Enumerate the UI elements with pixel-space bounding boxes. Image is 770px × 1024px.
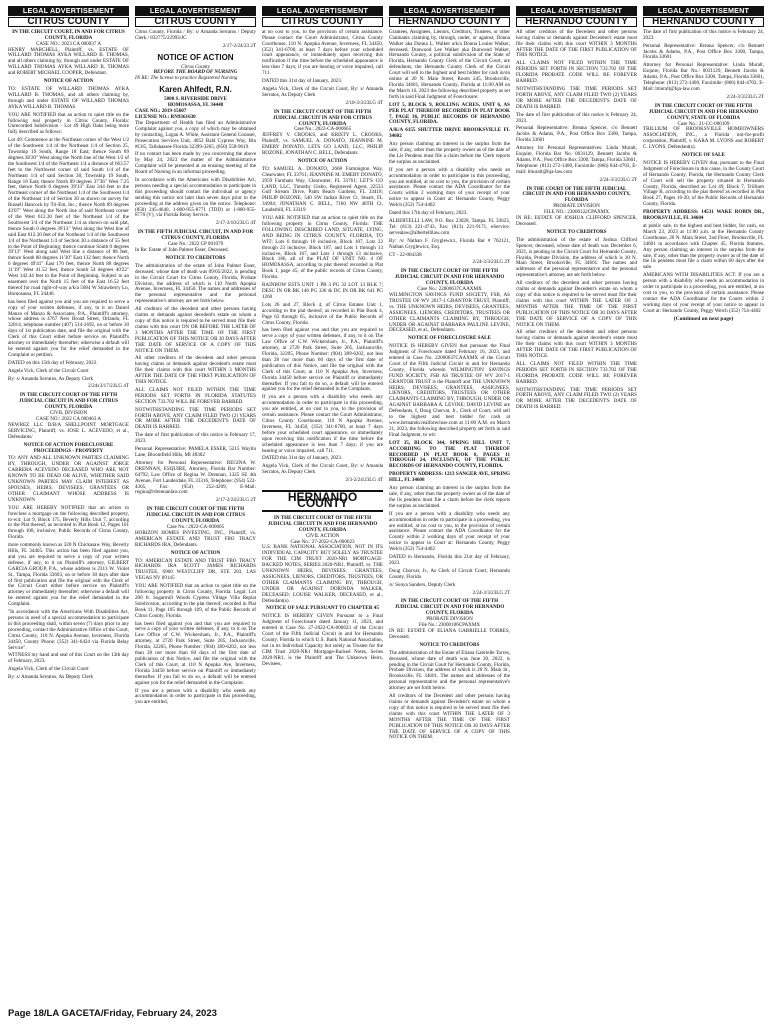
attorney-signature: By: /s/ Nathan F. Gryglewicz, Florida Bar # 762121, Nathan Gryglewicz, Esq.: [389, 237, 510, 250]
case-ref: CT - 22-004338: [389, 251, 422, 258]
notice-title: NOTICE TO CREDITORS: [419, 641, 480, 648]
deputy-signature: By: s/ Amanda Serratos, As Deputy Clerk: [8, 375, 94, 382]
case-number: Case No.: 2022 CP 001079: [167, 241, 224, 248]
licensee-name: Karen Ahlfedt, R.N.: [159, 85, 232, 95]
personal-representative: Personal Representative: PAMELA ESSER, 5215 Waylin Lane, Bloomfield Hills, MI 48302: [135, 446, 256, 458]
notice-body: The administration of the estate of John Palmer Esser, deceased, whose date of death was 09/05/2022, is pending in the Circuit Court for Citrus County, Florida, Probate Division, the address of which is 110 North Apopka Avenue, Inverness, FL 34450. The names and addresses of the personal representative and the personal representative's attorney are set forth below.: [135, 262, 256, 305]
dated-line: DATED on this 15th day of February, 2023.: [8, 359, 98, 366]
notice-title: NOTICE OF ACTION FORECLOSURE PROCEEDINGS - PROPERTY: [23, 441, 114, 454]
notice-body: ALL CLAIMS NOT FILED WITHIN THE TIME PERIODS SET FORTH IN SECTION 733.702 OF THE FLORIDA PROBATE CODE WILL BE FOREVER BARRED.: [516, 360, 637, 385]
parties: U.S. BANK NATIONAL ASSOCIATION, NOT IN ITS INDIVIDUAL CAPACITY BUT SOLELY AS TRUSTEE FOR THE CIM TRUST 2020-NR1 MORTGAGE-BACKED NOTES, SERIES 2020-NR1, Plaintiff, vs. THE UNKNOWN HEIRS, DEVISEES, GRANTEES, ASSIGNEES, LIENORS, CREDITORS, TRUSTEES, OR OTHER CLAIMANTS CLAIMING BY, THROUGH, UNDER OR AGAINST DORINDA WALKER, DECEASED; LOUISE WALKER, DECEASED, et al., Defendant(s).: [262, 544, 383, 604]
notice-body: Any person claiming an interest in the surplus from the sale, if any, other than the property owner as of the date of the lis pendens must file a claim before the clerk reports the surplus as unclaimed.: [389, 485, 510, 509]
section-header-bar: LEGAL ADVERTISEMENT: [262, 6, 383, 16]
court-caption: IN THE CIRCUIT COURT OF THE FIFTH JUDICIAL CIRCUIT IN AND FOR HERNANDO COUNTY, STATE OF FLORIDA: [648, 102, 759, 121]
court-caption: IN THE CIRCUIT COURT OF THE FIFTH JUDICIAL CIRCUIT IN AND FOR CITRUS COUNTY, FLORIDA: [145, 506, 246, 525]
estate-name: IN RE: ESTATE OF ELIANA GABRIELLE TORRES, Deceased.: [389, 628, 510, 640]
case-number: Case No.: 2022-CA-000665: [293, 126, 352, 133]
county-heading: CITRUS COUNTY: [262, 17, 383, 27]
column-2: [135, 6, 256, 1008]
court-caption: IN THE CIRCUIT COURT OF THE FIFTH JUDICIAL CIRCUIT IN AND FOR HERNANDO COUNTY, FLORIDA: [394, 598, 505, 617]
notice-body: If no contact has been made by you concerning the above by May 24, 2023 the matter of the Administrative Complaint will be presented at an ensuing meeting of the Board of Nursing in an informal proceeding.: [135, 151, 256, 176]
notice-title: NOTICE OF SALE: [682, 152, 725, 159]
notice-body: NOTWITHSTANDING THE TIME PERIODS SET FORTH ABOVE, ANY CLAIM FILED TWO (2) YEARS OR MORE AFTER THE DECEDENT'S DATE OF DEATH IS BARRED.: [135, 406, 256, 431]
dated-line: Dated this 17th day of February, 2023.: [389, 210, 468, 217]
notice-body: more commonly known as 320 N Chickasaw Way, Beverly Hills, FL 34465. This action has been filed against you, and you are required to serve a copy of your written defense, if any, to it on Plaintiff's attorney, GILBERT GARCIA GROUP, P.A., whose address is 2313 W. Violet St., Tampa, Florida 33603, on or before 30 days after date of first publication and file the original with the Clerk of the Circuit Court either before service on Plaintiff's attorney or immediately thereafter; otherwise a default will be entered against you for the relief demanded in the Complaint.: [8, 542, 129, 608]
publication-ref: 2/24x3/17/23LG 4T: [88, 383, 129, 390]
division: CIVIL ACTION: [305, 532, 340, 539]
case-number: Case No.: 22000637CAAXMX: [417, 286, 482, 293]
notice-body: NOTWITHSTANDING THE TIME PERIODS SET FORTH ABOVE, ANY CLAIM FILED TWO (2) YEARS OR MORE AFTER THE DECEDENT'S DATE OF DEATH IS BARRED.: [516, 386, 637, 411]
notice-body: Any person claiming an interest in the surplus from the sale, if any, other than the property owner as of the date of the Lis Pendens must file a claim before the Clerk reports the surplus as unclaimed.: [389, 141, 510, 165]
notice-body: TO: AMERICAN ESTATE AND TRUST FBO TRACY RICHARDS IRA SCOTT JAMES RICHARDS TRUSTEE, 6900 WESTCLIFF DR, STE 203, LAS VEGAS NV 89145: [135, 557, 256, 582]
notice-body: ALL CLAIMS NOT FILED WITHIN THE TIME PERIODS SET FORTH IN SECTION 733.702 OF THE FLORIDA PROBATE CODE WILL BE FOREVER BARRED.: [516, 60, 637, 85]
notice-tail: Citrus County, Florida / By: s/ Amanda Serratos / Deputy Clerk / 832775/22993/JC: [135, 28, 256, 41]
notice-body: at public sale, to the highest and best bidder, for cash, on March 23, 2023 at 11:00 a.m. at the Hernando County Courthouse, 20 N. Main Street, 2nd Floor, Brooksville, FL 34601 in accordance with Chapter 45, Florida Statutes. Any person claiming an interest in the surplus from the sale, if any, other than the property owner as of the date of the lis pendens must file a claim within 60 days after the sale.: [643, 223, 764, 271]
personal-representative: Personal Representative: Breana Spencer, c/o Bennett Jacobs & Adams, P.A., Post Office Box 3300, Tampa, Florida 33601: [643, 42, 764, 61]
column-5: [516, 6, 637, 1008]
case-number: CASE NO.: 2022 CA 000463 A: [35, 416, 102, 422]
notice-body: The administration of the estate of Joshua Clifford Spencer, deceased, whose date of death was December 6, 2021, is pending in the Circuit Court for Hernando County, Florida, Probate Division, the address of which is 20 N. Main Street, Brooksville, FL 34601. The names and addresses of the personal representative and the personal representative's attorney are set forth below.: [516, 236, 637, 279]
notice-tail: Grantees, Assignees, Lienors, Creditors, Trustees, or other Claimants claiming by, through, under, or against, Donna Walker aka Donna L. Walker a/k/a Donna Louise Walker, deceased, Dunwood Lee Walker aka Dunwood Walker, Hernando County, a political subdivision of the State of Florida, Hernando County Clerk of the Circuit Court, are defendants, the Hernando County Clerk of the Circuit Court will sell to the highest and best bidder for cash in/on online at 20 N. Main Street, Room 245, Brooksville, Florida 34601, Hernando County, Florida at 11:00 AM on the March 16, 2023 the following described property as set forth in said Final Judgment of Foreclosure:: [389, 28, 510, 100]
publication-ref: 2/17-2/24/23LG 2T: [215, 497, 256, 504]
ada-notice: "In accordance with the Americans With Disabilities Act, persons in need of a special accommodation to participate in this proceeding shall, within seven (7) days prior to any proceeding, contact the Administrative Office of the Court, Citrus County, 110 N. Apopka Avenue, Inverness, Florida 34450, County Phone: (352) 341-6424 via Florida Relay Service".: [8, 609, 129, 651]
deputy-signature: By: s/ Amanda Serratos, As Deputy Clerk: [8, 674, 94, 681]
notice-body: The administration of the Estate of Eliana Gabrielle Torres, deceased, whose date of death was June 20, 2022, is pending in the Circuit Court for Hernando County, Florida, Probate Division, the address of which is 20 N. Main St., Brooksville, FL 34601. The names and addresses of the personal representative and the personal representative's attorney are set forth below.: [389, 649, 510, 692]
parties: HORIZON HOMES INVESTING, INC., Plaintiff, vs. AMERICAN ESTATE AND TRUST FBO TRACY RICHARDS IRA, Defendants.: [135, 529, 256, 548]
attorney-info: Attorney for Personal Representative: Linda Muralt, Esquire, Florida Bar No.: 0031129, Bennett Jacobs & Adams, P.A., Post Office Box 3300, Tampa, Florida 33601, Telephone: (813) 272-1400, Facsimile: (866) 844-4703, E-Mail: lmuralt@bja-law.com: [643, 62, 764, 92]
notice-title: NOTICE TO CREDITORS: [165, 254, 226, 261]
legal-description: Lots 26 and 27, Block 4, of Citrus Estates Unit 1, according to the plat thereof, as recorded in Plat Book 4, Page 63 through 65, inclusive of the Public Records of Citrus County, Florida.: [262, 301, 383, 326]
clerk-signature: Angela Vick, Clerk of the Circuit Court, By: s/ Amanda Serratos, As Deputy Clerk: [262, 85, 383, 98]
attorney-info: Attorney for Personal Representative: REGINA W. DRENNAN, ESQUIRE, Attorney, Florida Bar Number: 64792, Law Office of Regina W. Drennan, 1325 SE 4th Avenue, Fort Lauderdale, FL 33316, Telephone: (954) 522-4305, Fax: (954) 252-4209, E-Mail: regina@rdrennanlaw.com: [135, 459, 256, 496]
notice-title: NOTICE OF ACTION: [170, 549, 221, 556]
notice-body: The date of first publication of this notice is February 24, 2023.: [643, 28, 764, 41]
dated-line: DATED in Hernando, Florida this 21st day of February, 2023.: [389, 554, 510, 566]
notice-title: NOTICE OF ACTION: [43, 78, 94, 85]
file-number: FILE NO.: 23000122CPAXMX: [543, 209, 610, 216]
ada-notice: If you are a person with a disability who needs any accommodation in order to participate in this proceeding, you are entitled, at no cost to you, to the provision of certain assistance. Please contact the Court Administrator, Citrus County Courthouse, 110 N Apopka Avenue, Inverness, FL 34450, (352) 341-6700, at least 7 days before your scheduled court appearance, or immediately upon receiving this notification if the time before the scheduled appearance is less than 7 days; if you are hearing or voice impaired, call 711.: [262, 394, 383, 454]
license-number: LICENSE NO.: RN9361630: [135, 113, 196, 120]
estate-name: In Re: Estate of John Palmer Esser, Deceased.: [135, 247, 229, 253]
notice-body: All creditors of the decedent and other persons having claims or demands against decedent's estate on whom a copy of this notice is required to be served must file their claims with this court ON OR BEFORE THE LATER OF 3 MONTHS AFTER THE TIME OF THE FIRST PUBLICATION OF THIS NOTICE OR 30 DAYS AFTER THE DATE OF SERVICE OF A COPY OF THIS NOTICE ON THEM.: [135, 306, 256, 354]
division: PROBATE DIVISION: [426, 616, 473, 623]
legal-description: LOT 5, BLOCK 9, ROLLING ACRES, UNIT 6, AS PER PLAT THEREOF RECORDED IN PLAT BOOK 7, PAGE 36, PUBLIC RECORDS OF HERNANDO COUNTY, FLORIDA.: [389, 101, 510, 126]
court-caption: IN THE CIRCUIT COURT OF THE FIFTH JUDICIAL CIRCUIT IN AND FOR HERNANDO COUNTY, FLORIDA: [267, 514, 378, 533]
notice-body: All other creditors of the decedent and other persons having claims or demands against decedent's estate must file their claims with this court WITHIN 3 MONTHS AFTER THE DATE OF THE FIRST PUBLICATION OF THIS NOTICE.: [135, 355, 256, 386]
publication-ref: 2/10-3/3/23LG 4T: [345, 99, 383, 106]
notice-body: NOTICE IS HEREBY GIVEN Pursuant to a Final Judgment of Foreclosure dated January 11, 2023, and entered in Case No. 27-2022-CA-000623 of the Circuit Court of the Fifth Judicial Circuit in and for Hernando County, Florida in which U.S. Bank National Association, not in its Individual Capacity but solely as Trustee for the CIM Trust 2020-NR1 Mortgage-Backed Notes, Series 2020-NR1, is the Plaintiff and The Unknown Heirs, Devisees,: [262, 613, 383, 667]
notice-title: NOTICE OF ACTION: [297, 157, 348, 164]
clerk-signature: Doug Chorvat, Jr., As Clerk of Circuit Court, Hernando County, Florida: [389, 567, 510, 580]
parties: JEFFREY V. CROOKS, and KRISTY L. CROOKS, Plaintiff, vs. SAMUEL A. DONATO, JEANNINE M. EMERY DONATO, LETS GO LAND, LLC, PHILIP BOZONE, JONATHAN C. BELL, Defendants.: [262, 132, 383, 157]
notice-title: NOTICE OF SALE PURSUANT TO CHAPTER 45: [266, 605, 379, 612]
witness-line: WITNESS my hand and seal of this Court on the 13th day of February, 2023.: [8, 652, 129, 665]
clerk-signature: Angela Vick, Clerk of the Circuit Court: [8, 367, 89, 374]
notice-body: has been filed against you and that you are required to serve a copy of your written defenses, if any, to it on The Law Office of C.W. Wickersham, Jr., P.A., Plaintiff's attorney, at 2720 Park Street, Suite 205, Jacksonville, Florida, 32205, Phone Number: (904) 389-6202, not less than 28 nor more than 60 days of the first date of publication of this Notice, and file the original with the Clerk of this Court, at 110 N Apopka Ave, Inverness, Florida 34450 before service on Plaintiff or immediately thereafter. If you fail to do so, a default will be entered against you for the relief demanded in the Complaint.: [262, 327, 383, 393]
case-number: Case No.: 27-2022-CA-000623: [290, 538, 355, 545]
case-number: CASE NO.: 2019-15607: [135, 108, 187, 115]
dated-line: DATED this 31st day of January, 2023.: [262, 455, 343, 462]
notice-body: has been filed against you and that you are required to serve a copy of your written defenses, if any, to it on The Law Office of C.W. Wickersham, Jr., P.A., Plaintiff's attorney, at 2720 Park Street, Suite 205, Jacksonville, Florida, 32205, Phone Number: (904) 389-6202, not less than 28 nor more than 60 days of the first date of publication of this Notice, and file the original with the Clerk of this Court, at 110 N Apopka Ave, Inverness, Florida 34450 before service on Plaintiff or immediately thereafter. If you fail to do so, a default will be entered against you for the relief demanded in the Complaint.: [135, 620, 256, 686]
notice-body: All creditors of the decedent and other persons having claims or demands against Decedent's estate on whom a copy of this notice is required to be served must file their claims with this court WITHIN THE LATER OF 3 MONTHS AFTER THE TIME OF THE FIRST PUBLICATION OF THIS NOTICE OR 30 DAYS AFTER THE DATE OF SERVICE OF A COPY OF THIS NOTICE ON THEM.: [516, 280, 637, 328]
dated-line: DATED this 31st day of January, 2023.: [262, 78, 343, 85]
notice-body: The date of first publication of this notice is February 17, 2023.: [135, 432, 256, 445]
property-address: PROPERTY ADDRESS: 14531 WAKE ROBIN DR., BROOKSVILLE, FL 34604: [643, 209, 764, 222]
publication-ref: 2/24-3/3/23LG 2T: [726, 93, 764, 100]
notice-body: NOTICE IS HEREBY GIVEN that pursuant the Final Judgment of Foreclosure dated February 16, 2023, and entered in Case No. 22000637CAAXMX of the Circuit Court of the Fifth Judicial Circuit in and for Hernando County, Florida wherein WILMINGTON SAVINGS FUND SOCIETY, FSB AS TRUSTEE OF WV 2017-1 GRANTOR TRUST is the Plaintiff and THE UNKNOWN HEIRS, DEVISEES, GRANTEES, ASSIGNEES, LIENORS, CREDITORS, TRUSTEES OR OTHER CLAIMANTS CLAIMING BY, THROUGH, UNDER OR AGAINST BARBARA A. LEVINE; DAVID LEVINE are Defendants, I, Doug Chorvat, Jr., Clerk of Court, will sell to the highest and best bidder for cash at www.hernando.realforeclose.com at 11:00 A.M. on March 21, 2023, the following described property set forth in said Final Judgment, to wit:: [389, 343, 510, 438]
licensee-address: 5080 S. RIVERSIDE DRIVE: [164, 96, 227, 103]
division: CIVIL DIVISION: [49, 410, 88, 417]
notice-body: YOU ARE NOTIFIED that an action to quiet title on the following property in Citrus County, Florida: THE FOLLOWING DESCRIBED LAND, SITUATE, LYING, AND BEING IN CITRUS COUNTY, FLORIDA, TO WIT: Lots 6 through 10 inclusive, Block 187, Lots 22 through 23 inclusive, Block 187, and Lots 1 through 13 inclusive, Block 167, and Lots 1 through 13 inclusive, Block 186, all of the PLAT OF UNIT NO. 4 OF HOMOSASSA, according to plat thereof recorded in Plat Book 1, page 45, of the public records of Citrus County, Florida.: [262, 215, 383, 281]
division: PROBATE DIVISION: [553, 203, 600, 210]
publication-ref: 2/3-2/24/23LG 4T: [345, 477, 383, 484]
notice-body: TO: SAMUEL A. DONATO, 2668 Farmington Way, Clearwater, FL 33761; JEANNINE M. EMERY DONATO, 2959 Farnham Way, Clearwater, FL 33761; LET'S GO LAND, LLC, Timothy Gisbo, Registered Agent, 22533 Gulf Stream Drive, Palm Beach Gardens, FL 33418; PHILIP BOZONE, 540 SW Indian River Ct, Stuart, FL 34994; JONATHAN C. BELL, 7160 NW 46TH Ct, Lauderhill, FL 33319: [262, 165, 383, 214]
court-caption: IN THE CIRCUIT COURT, IN AND FOR CITRUS COUNTY, FLORIDA: [12, 28, 125, 41]
section-header-bar: LEGAL ADVERTISEMENT: [643, 6, 764, 16]
file-number: File No.: 23000106CPAXMX: [418, 622, 481, 629]
ada-notice: In accordance with the Americans with Disabilities Act, persons needing a special accommodation to participate in this proceeding should contact the individual or agency sending this notice not later than seven days prior to the proceeding at the address given on the notice. Telephone: (850) 245-4640, 1-800-955-8771 (TDD) or 1-800-955-8770 (V), via Florida Relay Service.: [135, 177, 256, 219]
notice-body: TO: ANY AND ALL UNKNOWN PARTIES CLAIMING BY, THROUGH, UNDER OR AGAINST JORGE CABRERA ACEVEDO DECEASED WHO ARE NOT KNOWN TO BE DEAD OR ALIVE, WHETHER SAID UNKNOWN PARTIES MAY CLAIM INTEREST AS SPOUSES, HEIRS, DEVISEES, GRANTEES OR OTHER CLAIMANT WHOSE ADDRESS IS UNKNOWN: [8, 455, 129, 503]
publication-ref: 2/24-3/3/23LG 2T: [599, 176, 637, 183]
columns: [8, 6, 762, 1008]
notice-title: NOTICE OF FORECLOSURE SALE: [408, 335, 491, 342]
county-heading: HERNANDO COUNTY: [643, 17, 764, 27]
notice-tail: at no cost to you, to the provision of certain assistance. Please contact the Court Administrator, Citrus County Courthouse, 110 N. Apopka Avenue, Inverness, FL 34450, (352) 341-6700, at least 7 days before your scheduled court appearance, or immediately upon receiving this notification if the time before the scheduled appearance is less than 7 days; if you are hearing or voice impaired, call 711.: [262, 28, 383, 77]
county-heading: CITRUS COUNTY: [8, 17, 129, 27]
case-number: CASE NO.: 2023 CA 000037 A: [35, 40, 102, 47]
notice-body: YOU ARE NOTIFIED that an action to quiet title on the following real property in Citrus County, Florida: Unrecorded Subdivision - Lot 49 High Oaks being more fully described as follows:: [8, 111, 129, 136]
court-caption: IN THE CIRCUIT COURT OF THE FIFTH JUDICIAL CIRCUIT IN AND FOR CITRUS COUNTY, FLORIDA: [18, 392, 119, 411]
publication-ref: 2/17-2/24/23 2T: [222, 42, 256, 49]
estate-name: IN RE: ESTATE OF JOSHUA CLIFFORD SPENCER, Deceased.: [516, 215, 637, 227]
parties: NEWREZ LLC D/B/A SHELLPOINT MORTGAGE SERVICING, Plaintiff, vs. JOSE L. ACEVEDO, et al., Defendants/: [8, 421, 129, 440]
notice-body: All creditors of the Decedent and other persons having claims or demands against Decedent's estate on whom a copy of this notice is required to be served must file their claims with this court WITHIN THE LATER OF 3 MONTHS AFTER THE TIME OF THE FIRST PUBLICATION OF THIS NOTICE OR 30 DAYS AFTER THE DATE OF SERVICE OF A COPY OF THIS NOTICE ON THEM.: [389, 693, 510, 741]
notice-body: All other creditors of the decedent and other persons having claims or demands against decedent's estate must file their claims with this court WITHIN 3 MONTHS AFTER THE DATE OF THE FIRST PUBLICATION OF THIS NOTICE.: [516, 329, 637, 360]
case-number: Case No.: 2022-CA-000605: [166, 523, 225, 530]
section-header-bar: LEGAL ADVERTISEMENT: [516, 6, 637, 16]
notice-body: ALL CLAIMS NOT FILED WITHIN THE TIME PERIODS SET FORTH IN FLORIDA STATUTES SECTION 733.702 WILL BE FOREVER BARRED.: [135, 386, 256, 405]
ada-notice: If you are a person with a disability who needs any accommodation in order to participate in a proceeding, you are entitled, at no cost to you, to the provision of certain assistance. Please contact the ADA Coordinator for the County within 2 working days of your receipt of your notice to appear in Court at: Hernando County, Peggy Welch (352) 754-4402: [389, 510, 510, 553]
court-caption: IN THE CIRCUIT COURT OF THE FIFTH JUDICIAL CIRCUIT IN AND FOR CITRUS COUNTY, FLORIDA: [272, 108, 373, 127]
attorney-info: Attorney for Personal Representatives: Linda Muralt, Esquire, Florida Bar No. 0031129, Bennett Jacobs & Adams, P.A., Post Office Box 3300, Tampa, Florida 33601, Telephone: (813) 272-1400, Facsimile: (866) 844-4703, E-mail: lmuralt@bja-law.com: [516, 145, 637, 175]
legal-description: LOT 35, BLOCK 344, SPRING HILL UNIT 7, ACCORDING TO THE PLAT THEREOF RECORDED IN PLAT BOOK 8, PAGES 11 THROUGH 24, INCLUSIVE, OF THE PUBLIC RECORDS OF HERNANDO COUNTY, FLORIDA.: [389, 439, 510, 470]
notice-body: YOU ARE HEREBY NOTIFIED that an action to foreclose a mortgage on the following described property, to-wit: Lot 9, Block 175, Beverly Hills Unit 7, according to the Plat thereof, as recorded in Plat Book 12, Pages 101 through 108, inclusive, Public Records of Citrus County, Florida.: [8, 504, 129, 541]
continued-note: (Continued on next page): [673, 315, 734, 322]
law-firm: ALBERTELLI LAW, P.O. Box 23028, Tampa, FL 33623, Tel: (813) 221-4743, Fax: (813) 221-9171, eService: servealaw@albertellilaw.com: [389, 218, 510, 236]
notice-title: NOTICE TO CREDITORS: [546, 228, 607, 235]
section-header-bar: LEGAL ADVERTISEMENT: [389, 6, 510, 16]
notice-body: TO: ESTATE OF WILLARD THOMAS AYKA WILLARD B. THOMAS, and all others claiming by, through and under ESTATE OF WILLARD THOMAS AYKA WILLARD B. THOMAS: [8, 85, 129, 110]
notice-body: The Department of Health has filed an Administrative Complaint against you, a copy of which may be obtained by contacting, Logan A. White, Assistant General Counsel, Prosecution Services Unit, 4052 Bald Cypress Way, Bin #C65, Tallahassee Florida 32399-3265, (850) 558-9619.: [135, 119, 256, 150]
notice-body: YOU ARE NOTIFIED that an action to quiet title on the following property in Citrus County, Florida: Legal: Lot 200 ft. Sugarmill Woods Cypress Village Villa Replat Subdivision, according to the plat thereof, recorded in Plat Book 11, Page 105 through 109, of the Public Records of Citrus County, Florida.: [135, 583, 256, 619]
case-number: Case No.: 21-CC-000109: [677, 120, 730, 127]
board-name: BEFORE THE BOARD OF NURSING: [153, 69, 238, 76]
ada-notice: If you are a person with a disability who needs any accommodation in order to participate in this proceeding, you are entitled,: [135, 687, 256, 706]
personal-representative: Personal Representative: Breana Spencer, c/o Bennett Jacobs & Adams, P.A., Post Office Box 3300, Tampa, Florida 33601: [516, 125, 637, 144]
court-caption: IN THE FIFTH JUDICIAL CIRCUIT, IN AND FOR CITRUS COUNTY, FLORIDA: [137, 229, 254, 242]
notice-body: has been filed against you and you are required to serve a copy of your written defenses, if any, to it on Daniel Manzo of Manzo & Associates, P.A., Plaintiff's attorney, whose address is 4767 New Broad Street, Orlando, FL 32814, telephone number (407) 514-2692, on or before 30 days of 1st publication date, and file the original with the Clerk of this Court either before service on Plaintiff's attorney or immediately thereafter; otherwise a default will be entered against you for the relief demanded in the Complaint or petition.: [8, 298, 129, 358]
county-section-heading: HERNANDO COUNTY: [262, 490, 383, 512]
court-caption: IN THE COURT OF THE FIFTH JUDICIAL CIRCUIT IN AND FOR HERNANDO COUNTY, FLORIDA: [522, 185, 631, 204]
parties: WILMINGTON SAVINGS FUND SOCIETY, FSB, AS TRUSTEE OF WV 2017-1 GRANTOR TRUST, Plaintiff, vs. THE UNKNOWN HEIRS, DEVISEES, GRANTEES, ASSIGNEES, LIENORS, CREDITORS, TRUSTEES OR OTHER CLAIMANTS CLAIMING BY, THROUGH, UNDER OR AGAINST BARBARA PAULINE LEVINE, DECEASED, et al., Defendants.: [389, 291, 510, 334]
parties: TRILLIUM OF BROOKSVILLE HOMEOWNERS ASSOCIATION, INC., a Florida not-for-profit corporation, Plaintiff, v. KARA M. LYONS and ROBERT C. LYONS, Defendant(s).: [643, 126, 764, 151]
notice-body: NOTWITHSTANDING THE TIME PERIODS SET FORTH ABOVE, ANY CLAIM FILED TWO (2) YEARS OR MORE AFTER THE DECEDENT'S DATE OF DEATH IS BARRED.: [516, 85, 637, 110]
notice-body: The date of first publication of this notice is February 24, 2023.: [516, 111, 637, 124]
column-4: [389, 6, 510, 1008]
county-heading: HERNANDO COUNTY: [389, 17, 510, 27]
clerk-signature: Angela Vick, Clerk of the Circuit Court, By: s/ Amanda Serratos, As Deputy Clerk: [262, 463, 383, 476]
legal-description: RAINBOW ESTS UNIT 1 PB 3 PG 32 LOT 13 BLK 7; DESC IN OR BK 146 PG 336 & DC IN OR BK 641 PG 1260: [262, 282, 383, 300]
page-footer: Page 18/LA GACETA/Friday, February 24, 2023: [8, 1008, 217, 1019]
publication-ref: 2/17-3/10/23LG 4T: [215, 220, 256, 227]
section-header-bar: LEGAL ADVERTISEMENT: [135, 6, 256, 16]
column-6: [643, 6, 764, 1008]
deputy-signature: /s/ Sonya Sanders, Deputy Clerk: [389, 581, 456, 588]
notice-tail: All other creditors of the Decedent and other persons having claims or demands against Decedent's estate must file their claims with this court WITHIN 3 MONTHS AFTER THE DATE OF THE FIRST PUBLICATION OF THIS NOTICE.: [516, 28, 637, 59]
property-aka: A/K/A 6155 SHUTTER DRIVE BROOKSVILLE FL 34602: [389, 127, 510, 140]
county-heading: HERNANDO COUNTY: [516, 17, 637, 27]
notice-subtitle: Citrus County: [181, 63, 210, 70]
notice-title: NOTICE OF ACTION: [157, 52, 234, 62]
ada-notice: If you are a person with a disability who needs an accommodation in order to participate in this proceeding, you are entitled, at no cost to you, the provision of certain assistance. Please contact the ADA Coordinator for the Courts within 2 working days of your receipt of your notice to appear in Court at: Hernando County, Peggy Welch (352) 754-4402: [389, 166, 510, 209]
column-3: [262, 6, 383, 1008]
county-heading: CITRUS COUNTY: [135, 17, 256, 27]
section-header-bar: LEGAL ADVERTISEMENT: [8, 6, 129, 16]
property-address: PROPERTY ADDRESS: 1213 SANGER AVE, SPRING HILL, FL 34608: [389, 471, 510, 484]
court-caption: IN THE CIRCUIT COURT OF THE FIFTH JUDICIAL CIRCUIT IN AND FOR HERNANDO COUNTY, FLORIDA: [394, 268, 505, 287]
parties: HENRY MARCHELL, Plaintiff, vs. ESTATE OF WILLARD THOMAS AYKA WILLARD B. THOMAS, and all others claiming by, through and under ESTATE OF WILLARD THOMAS AYKA WILLARD B. THOMAS and ROBERT MICHAEL COOPER, Defendant.: [8, 46, 129, 77]
licensee-city: HOMOSASSA, FL 34448: [167, 102, 224, 109]
clerk-signature: Angela Vick, Clerk of the Circuit Court: [8, 666, 89, 673]
ada-notice: AMERICANS WITH DISABILITIES ACT: If you are a person with a disability who needs an accommodation in order to participate in a proceeding, you are entitled, at no cost to you, to the provision of certain assistance. Please contact the ADA Coordinator for the Courts within 2 working days of your receipt of your notice to appear in Court at: Hernando County, Peggy Welch (352) 754-4402: [643, 272, 764, 314]
publication-ref: 2/24-3/3/23LG 2T: [472, 589, 510, 596]
legal-description: Lot 49: Commence at the Northeast corner of the West 1/2 of the Southwest 1/4 of the Northeast 1/4 of Section 25, Township 19 South, Range 18 East; thence South 89 degrees 38'20" West along the North line of the West 1/2 of the Southwest 1/4 of the Northeast 1/4 a distance of 663.57 feet to the Northwest corner of said South 1/4 of the Northeast 1/4 of said Section 30, Township 19 South, Range 18 East; thence North 89 degrees 37'36" West 7.25 feet, thence North 0 degrees 39'13" East 344 feet to the Northeast corner of the Northeast 1/4 of the Southwest 1/4 of the Northeast 1/4 of Section 30 as shown on survey for Russell Hancock by Tri-Em, Inc.; thence North 89 degrees 43'07" West along the North line of said Northeast corner of the West 612.30 feet of the Northeast 1/4 of the Southwest 1/4 of the Northeast 1/4 as shown on said plat, thence South 0 degrees 39'13" West along the West line of said East 612.30 feet of the Northeast 1/4 of the Southwest 1/4 of the Northeast 1/4 of Section 30 a distance of 55 feet to the Point of Beginning; thence continue South 0 degrees 39'13" West along said West line a distance of 88 feet, thence South 88 degrees 11'30" East 132 feet; thence North 0 degrees 49'41" East 170 feet, thence North 88 degrees 11'19" West 41.52 feet, thence South 54 degrees 40'22" West 142.44 feet to the Point of Beginning. Subject to an easement over the North 15 feet of the East 16.52 feet thereof for road right-of-way a/k/a 5084 W Strawberry Ln, Homosassa, FL 34446.: [8, 137, 129, 297]
column-1: [8, 6, 129, 1008]
license-re: IN RE: The license to practice Registered Nursing: [135, 75, 238, 82]
notice-body: NOTICE IS HEREBY GIVEN that, pursuant to the Final Judgment of Foreclosure in this cause, in the County Court of Hernando County, Florida, the Hernando County Clerk of Court will sell the property situated in Hernando County, Florida, described as: Lot 49, Block 7, Trillium Village B, according to the plat thereof as recorded in Plat Book 27, Pages 16-20, of the Public Records of Hernando County, Florida.: [643, 159, 764, 208]
publication-ref: 2/24-3/3/23LG 2T: [472, 259, 510, 266]
